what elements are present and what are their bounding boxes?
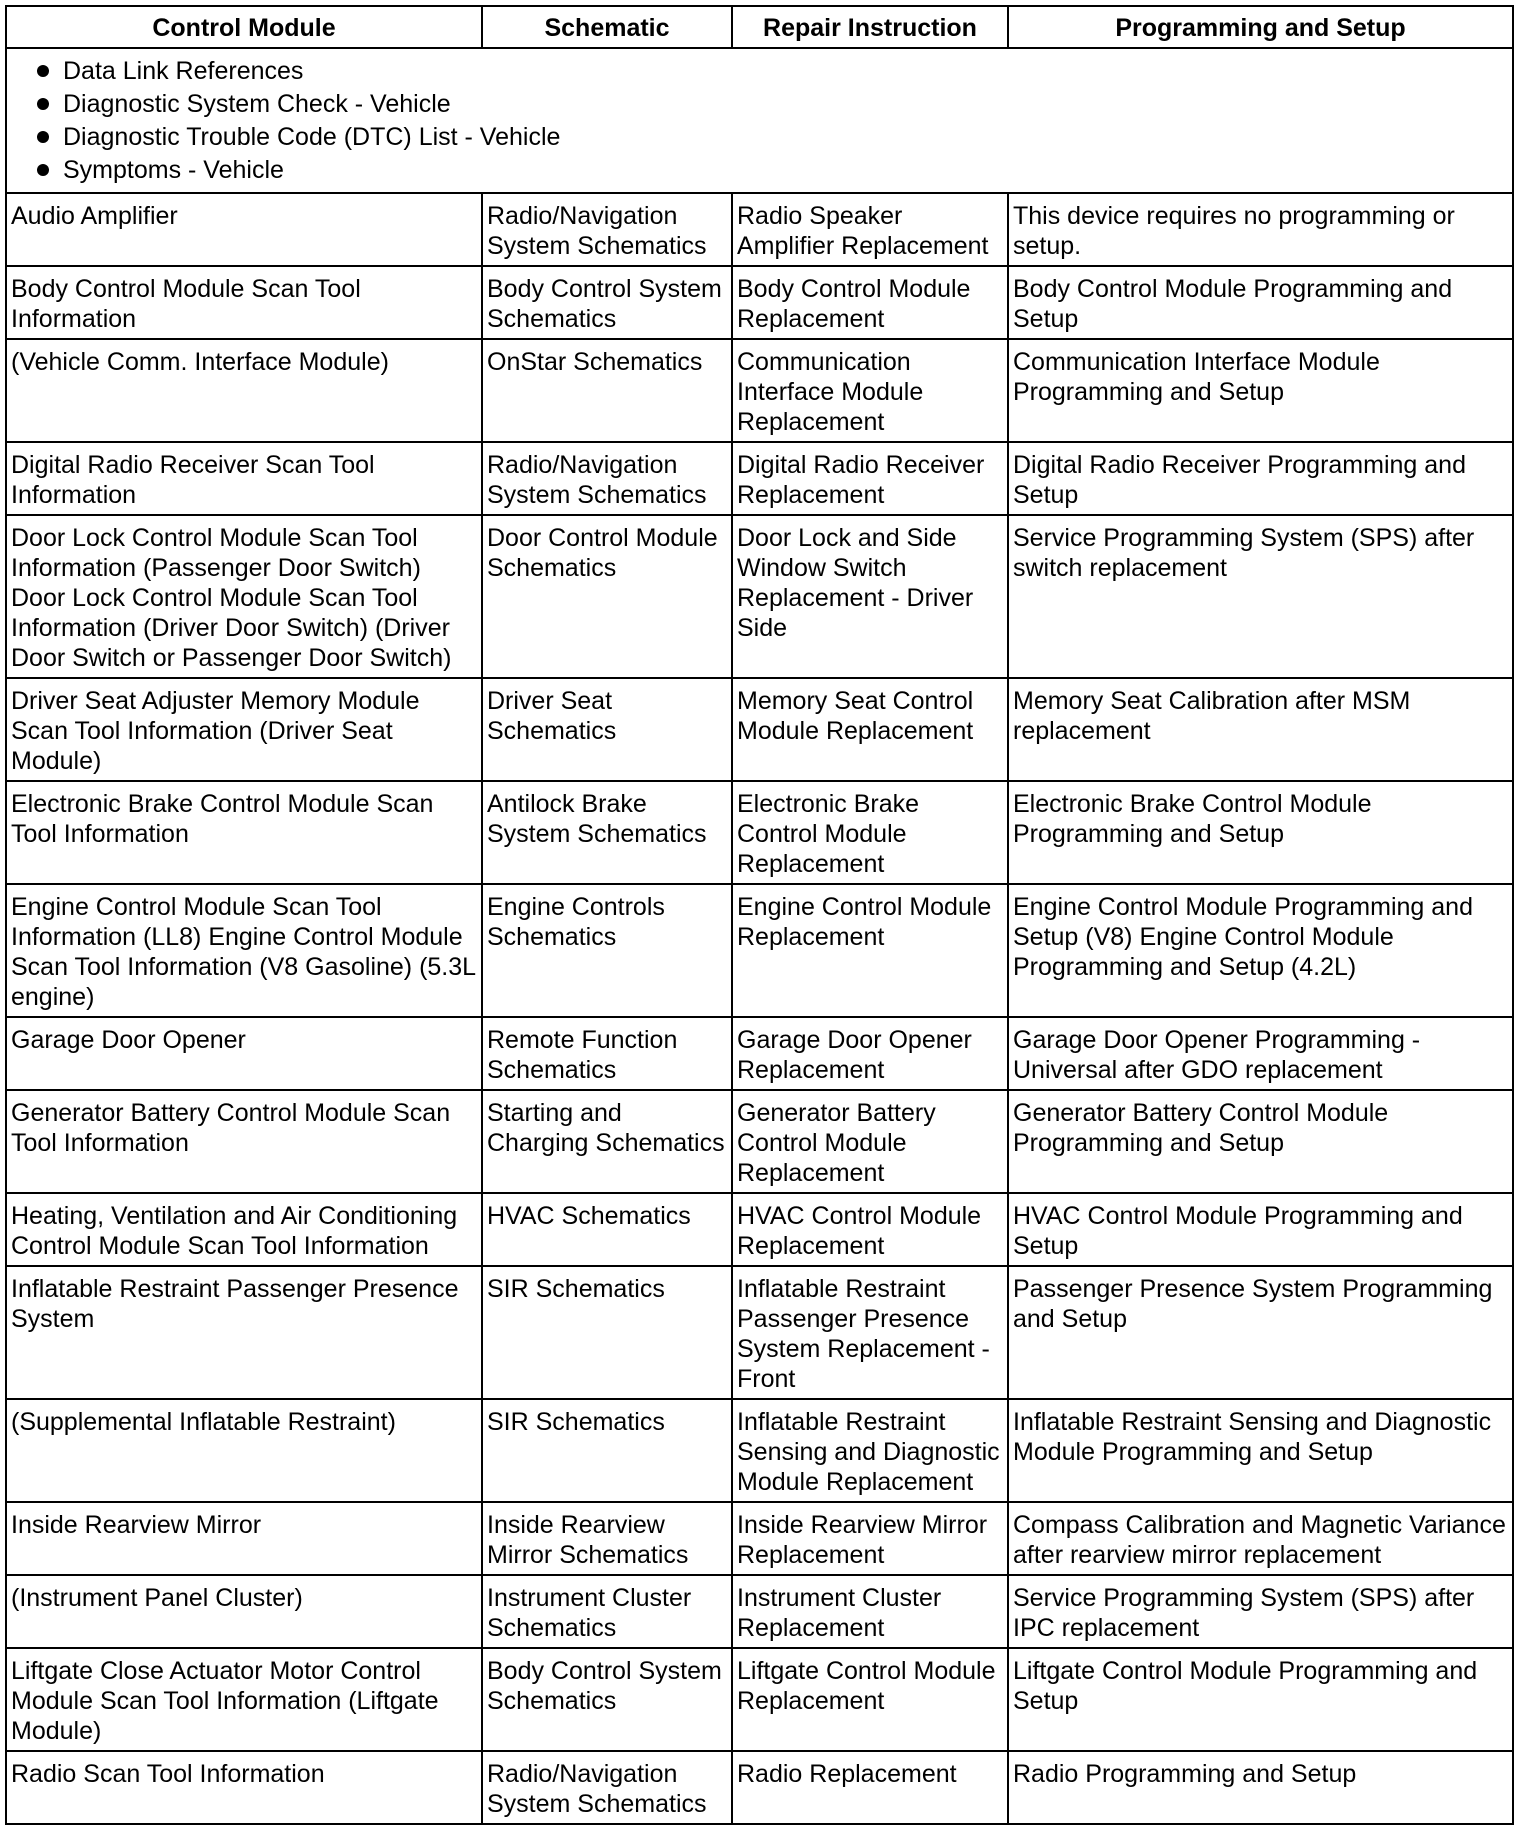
cell-repair-instruction: Radio Replacement — [732, 1751, 1008, 1824]
cell-schematic: Instrument Cluster Schematics — [482, 1575, 732, 1648]
cell-programming-setup: Electronic Brake Control Module Programming and Setup — [1008, 781, 1513, 884]
table-row — [6, 442, 1513, 515]
cell-control-module: Body Control Module Scan Tool Information — [6, 266, 482, 339]
header-control-module: Control Module — [6, 6, 482, 48]
cell-programming-setup: Garage Door Opener Programming - Universal after GDO replacement — [1008, 1017, 1513, 1090]
reference-item — [33, 122, 1508, 155]
table-row — [6, 1266, 1513, 1399]
cell-programming-setup: Service Programming System (SPS) after switch replacement — [1008, 515, 1513, 678]
cell-repair-instruction: Door Lock and Side Window Switch Replacement - Driver Side — [732, 515, 1008, 678]
cell-repair-instruction: Liftgate Control Module Replacement — [732, 1648, 1008, 1751]
cell-programming-setup: Compass Calibration and Magnetic Variance after rearview mirror replacement — [1008, 1502, 1513, 1575]
table-row — [6, 1193, 1513, 1266]
cell-control-module: Engine Control Module Scan Tool Information (LL8) Engine Control Module Scan Tool Information (V8 Gasoline) (5.3L engine) — [6, 884, 482, 1017]
cell-repair-instruction: Inside Rearview Mirror Replacement — [732, 1502, 1008, 1575]
cell-programming-setup: Body Control Module Programming and Setup — [1008, 266, 1513, 339]
cell-schematic: Radio/Navigation System Schematics — [482, 1751, 732, 1824]
cell-repair-instruction: Communication Interface Module Replacement — [732, 339, 1008, 442]
cell-repair-instruction: Garage Door Opener Replacement — [732, 1017, 1008, 1090]
cell-schematic: Starting and Charging Schematics — [482, 1090, 732, 1193]
header-schematic: Schematic — [482, 6, 732, 48]
table-row — [6, 515, 1513, 678]
cell-control-module: Generator Battery Control Module Scan Tool Information — [6, 1090, 482, 1193]
cell-control-module: Audio Amplifier — [6, 193, 482, 266]
header-row — [6, 6, 1513, 48]
cell-control-module: Radio Scan Tool Information — [6, 1751, 482, 1824]
cell-control-module: Inside Rearview Mirror — [6, 1502, 482, 1575]
bullet-icon — [37, 65, 49, 77]
cell-repair-instruction: Radio Speaker Amplifier Replacement — [732, 193, 1008, 266]
cell-programming-setup: Service Programming System (SPS) after IPC replacement — [1008, 1575, 1513, 1648]
cell-control-module: Garage Door Opener — [6, 1017, 482, 1090]
document-page — [5, 5, 1512, 1825]
header-programming-setup: Programming and Setup — [1008, 6, 1513, 48]
cell-repair-instruction: Engine Control Module Replacement — [732, 884, 1008, 1017]
cell-control-module: Electronic Brake Control Module Scan Tool Information — [6, 781, 482, 884]
cell-schematic: Antilock Brake System Schematics — [482, 781, 732, 884]
reference-item — [33, 155, 1508, 188]
table-row — [6, 193, 1513, 266]
cell-repair-instruction: Inflatable Restraint Passenger Presence System Replacement - Front — [732, 1266, 1008, 1399]
table-row — [6, 1399, 1513, 1502]
cell-repair-instruction: Generator Battery Control Module Replacement — [732, 1090, 1008, 1193]
bullet-icon — [37, 131, 49, 143]
table-row — [6, 1090, 1513, 1193]
cell-repair-instruction: Electronic Brake Control Module Replacement — [732, 781, 1008, 884]
table-row — [6, 884, 1513, 1017]
cell-programming-setup: Inflatable Restraint Sensing and Diagnostic Module Programming and Setup — [1008, 1399, 1513, 1502]
cell-schematic: Body Control System Schematics — [482, 1648, 732, 1751]
cell-control-module: Heating, Ventilation and Air Conditioning Control Module Scan Tool Information — [6, 1193, 482, 1266]
cell-repair-instruction: Inflatable Restraint Sensing and Diagnostic Module Replacement — [732, 1399, 1008, 1502]
cell-programming-setup: Engine Control Module Programming and Setup (V8) Engine Control Module Programming and Setup (4.2L) — [1008, 884, 1513, 1017]
cell-programming-setup: Liftgate Control Module Programming and Setup — [1008, 1648, 1513, 1751]
bullet-icon — [37, 164, 49, 176]
table-row — [6, 781, 1513, 884]
cell-schematic: Inside Rearview Mirror Schematics — [482, 1502, 732, 1575]
table-row — [6, 339, 1513, 442]
cell-programming-setup: Communication Interface Module Programming and Setup — [1008, 339, 1513, 442]
cell-repair-instruction: Digital Radio Receiver Replacement — [732, 442, 1008, 515]
cell-control-module: Digital Radio Receiver Scan Tool Information — [6, 442, 482, 515]
cell-control-module: Driver Seat Adjuster Memory Module Scan Tool Information (Driver Seat Module) — [6, 678, 482, 781]
cell-repair-instruction: Instrument Cluster Replacement — [732, 1575, 1008, 1648]
reference-text: Data Link References — [63, 57, 304, 85]
table-row — [6, 1575, 1513, 1648]
reference-text: Diagnostic Trouble Code (DTC) List - Vehicle — [63, 123, 561, 151]
cell-repair-instruction: HVAC Control Module Replacement — [732, 1193, 1008, 1266]
cell-control-module: Liftgate Close Actuator Motor Control Module Scan Tool Information (Liftgate Module) — [6, 1648, 482, 1751]
table-row — [6, 1502, 1513, 1575]
cell-control-module: (Supplemental Inflatable Restraint) — [6, 1399, 482, 1502]
cell-schematic: Door Control Module Schematics — [482, 515, 732, 678]
cell-schematic: Body Control System Schematics — [482, 266, 732, 339]
cell-schematic: SIR Schematics — [482, 1266, 732, 1399]
bullet-icon — [37, 98, 49, 110]
cell-repair-instruction: Body Control Module Replacement — [732, 266, 1008, 339]
cell-control-module: (Instrument Panel Cluster) — [6, 1575, 482, 1648]
cell-schematic: HVAC Schematics — [482, 1193, 732, 1266]
cell-schematic: Driver Seat Schematics — [482, 678, 732, 781]
cell-schematic: SIR Schematics — [482, 1399, 732, 1502]
reference-item — [33, 56, 1508, 89]
cell-programming-setup: Generator Battery Control Module Programming and Setup — [1008, 1090, 1513, 1193]
reference-list — [11, 56, 1508, 188]
table-row — [6, 678, 1513, 781]
cell-schematic: OnStar Schematics — [482, 339, 732, 442]
cell-repair-instruction: Memory Seat Control Module Replacement — [732, 678, 1008, 781]
cell-programming-setup: HVAC Control Module Programming and Setup — [1008, 1193, 1513, 1266]
reference-text: Diagnostic System Check - Vehicle — [63, 90, 451, 118]
header-repair-instruction: Repair Instruction — [732, 6, 1008, 48]
reference-item — [33, 89, 1508, 122]
cell-programming-setup: This device requires no programming or setup. — [1008, 193, 1513, 266]
cell-programming-setup: Memory Seat Calibration after MSM replacement — [1008, 678, 1513, 781]
control-module-reference-table — [5, 5, 1514, 1825]
cell-programming-setup: Passenger Presence System Programming and Setup — [1008, 1266, 1513, 1399]
cell-programming-setup: Digital Radio Receiver Programming and Setup — [1008, 442, 1513, 515]
cell-schematic: Radio/Navigation System Schematics — [482, 193, 732, 266]
references-row — [6, 48, 1513, 193]
table-body — [6, 48, 1513, 1824]
cell-schematic: Engine Controls Schematics — [482, 884, 732, 1017]
table-row — [6, 1751, 1513, 1824]
cell-control-module: Inflatable Restraint Passenger Presence System — [6, 1266, 482, 1399]
cell-schematic: Radio/Navigation System Schematics — [482, 442, 732, 515]
table-row — [6, 1648, 1513, 1751]
reference-text: Symptoms - Vehicle — [63, 156, 284, 184]
table-row — [6, 1017, 1513, 1090]
cell-schematic: Remote Function Schematics — [482, 1017, 732, 1090]
cell-programming-setup: Radio Programming and Setup — [1008, 1751, 1513, 1824]
table-row — [6, 266, 1513, 339]
cell-control-module: Door Lock Control Module Scan Tool Information (Passenger Door Switch) Door Lock Control Module Scan Tool Information (Driver Door Switch) (Driver Door Switch or Passenger Door Switch) — [6, 515, 482, 678]
cell-control-module: (Vehicle Comm. Interface Module) — [6, 339, 482, 442]
table-header — [6, 6, 1513, 48]
references-cell — [6, 48, 1513, 193]
